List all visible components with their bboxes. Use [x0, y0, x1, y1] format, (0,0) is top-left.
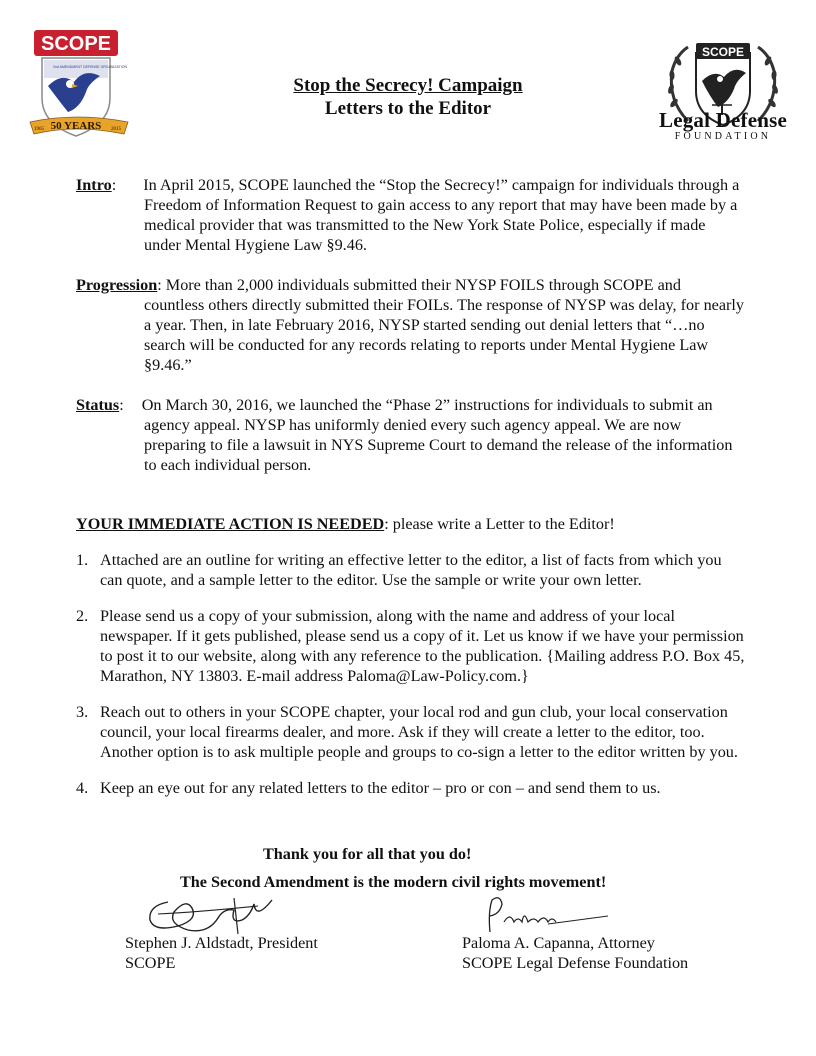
intro-label: Intro — [76, 176, 112, 194]
action-items-list — [76, 550, 748, 814]
progression-text: More than 2,000 individuals submitted their NYSP FOILS through SCOPE and countless others directly submitted their FOILs. The response of NYSP was delay, for nearly a year. Then, in late February 2016, NYSP started sending out denial letters that “…no search will be conducted for any records relating to reports under Mental Hygiene Law §9.46.” — [144, 276, 745, 374]
list-item-number: 3. — [76, 703, 89, 721]
signature-block-left — [125, 933, 318, 973]
signature-block-right — [462, 933, 688, 973]
ldf-brand-text: SCOPE — [701, 45, 745, 59]
logo-brand-text: SCOPE — [40, 33, 112, 55]
list-item-number: 4. — [76, 779, 89, 797]
closing-motto: The Second Amendment is the modern civil rights movement! — [180, 873, 607, 891]
signer-name-right: Paloma A. Capanna, Attorney — [462, 934, 655, 952]
signature-capanna — [478, 892, 618, 938]
action-label: YOUR IMMEDIATE ACTION IS NEEDED — [76, 515, 385, 533]
list-item — [76, 702, 748, 762]
list-item — [76, 606, 748, 686]
logo-ribbon-text: 50 YEARS — [50, 120, 102, 132]
intro-section: Intro: In April 2015, SCOPE launched the “Stop the Secrecy!” campaign for individuals through a Freedom of Information Request to gain access to any report that may have been made by a medical provider that was transmitted to the New York State Police, especially if made under Mental Hygiene Law §9.46. — [76, 176, 740, 254]
list-item — [76, 778, 748, 798]
list-item-number: 2. — [76, 607, 89, 625]
logo-tagline: 2nd AMENDMENT DEFENSE ORGANIZATION — [53, 65, 127, 69]
signer-org-right: SCOPE Legal Defense Foundation — [462, 954, 689, 972]
signer-org-left: SCOPE — [125, 954, 176, 972]
action-text: please write a Letter to the Editor! — [392, 515, 615, 533]
list-item-text: Keep an eye out for any related letters to the editor – pro or con – and send them to us. — [100, 779, 661, 797]
list-item-text: Attached are an outline for writing an effective letter to the editor, a list of facts from which you can quote, and a sample letter to the editor. Use the sample or write your own letter. — [100, 551, 722, 589]
list-item — [76, 550, 748, 590]
scope-50-years-logo — [28, 28, 132, 144]
list-item-text: Reach out to others in your SCOPE chapter, your local rod and gun club, your local conservation council, your local firearms dealer, and more. Ask if they will create a letter to the editor, too. Another option is to ask multiple people and groups to co-sign a letter to the editor written by you. — [100, 703, 738, 761]
status-section: Status: On March 30, 2016, we launched the “Phase 2” instructions for individuals to submit an agency appeal. NYSP has uniformly denied every such agency appeal. We are now preparing to file a lawsuit in NYS Supreme Court to demand the release of the information to each individual person. — [76, 396, 733, 474]
status-text: On March 30, 2016, we launched the “Phase 2” instructions for individuals to submit an agency appeal. NYSP has uniformly denied every such agency appeal. We are now preparing to file a lawsuit in NYS Supreme Court to demand the release of the information to each individual person. — [141, 396, 733, 474]
list-item-number: 1. — [76, 551, 89, 569]
page-subtitle: Letters to the Editor — [324, 98, 492, 119]
action-line: YOUR IMMEDIATE ACTION IS NEEDED: please write a Letter to the Editor! — [76, 515, 615, 533]
logo-year-end: 2015 — [111, 127, 121, 132]
closing-thanks: Thank you for all that you do! — [263, 845, 472, 863]
page-title: Stop the Secrecy! Campaign — [293, 75, 523, 96]
progression-label: Progression — [76, 276, 158, 294]
logo-year-start: 1965 — [34, 127, 44, 132]
list-item-text: Please send us a copy of your submission, along with the name and address of your local newspaper. If it gets published, please send us a copy of it. Let us know if we have your permission to post it to our website, along with any reference to the publication. {Mailing address P.O. Box 45, Marathon, NY 13803. E-mail address Paloma@Law-Policy.com.} — [100, 607, 745, 685]
intro-text: In April 2015, SCOPE launched the “Stop the Secrecy!” campaign for individuals through a Freedom of Information Request to gain access to any report that may have been made by a medical provider that was transmitted to the New York State Police, especially if made under Mental Hygiene Law §9.46. — [143, 176, 740, 254]
signer-name-left: Stephen J. Aldstadt, President — [125, 934, 318, 952]
page-title-block — [200, 74, 616, 120]
ldf-subtitle: FOUNDATION — [674, 131, 772, 142]
status-label: Status — [76, 396, 120, 414]
ldf-title: Legal Defense — [659, 108, 787, 132]
progression-section: Progression: More than 2,000 individuals submitted their NYSP FOILS through SCOPE and countless others directly submitted their FOILs. The response of NYSP was delay, for nearly a year. Then, in late February 2016, NYSP started sending out denial letters that “…no search will be conducted for any records relating to reports under Mental Hygiene Law §9.46.” — [76, 276, 745, 374]
